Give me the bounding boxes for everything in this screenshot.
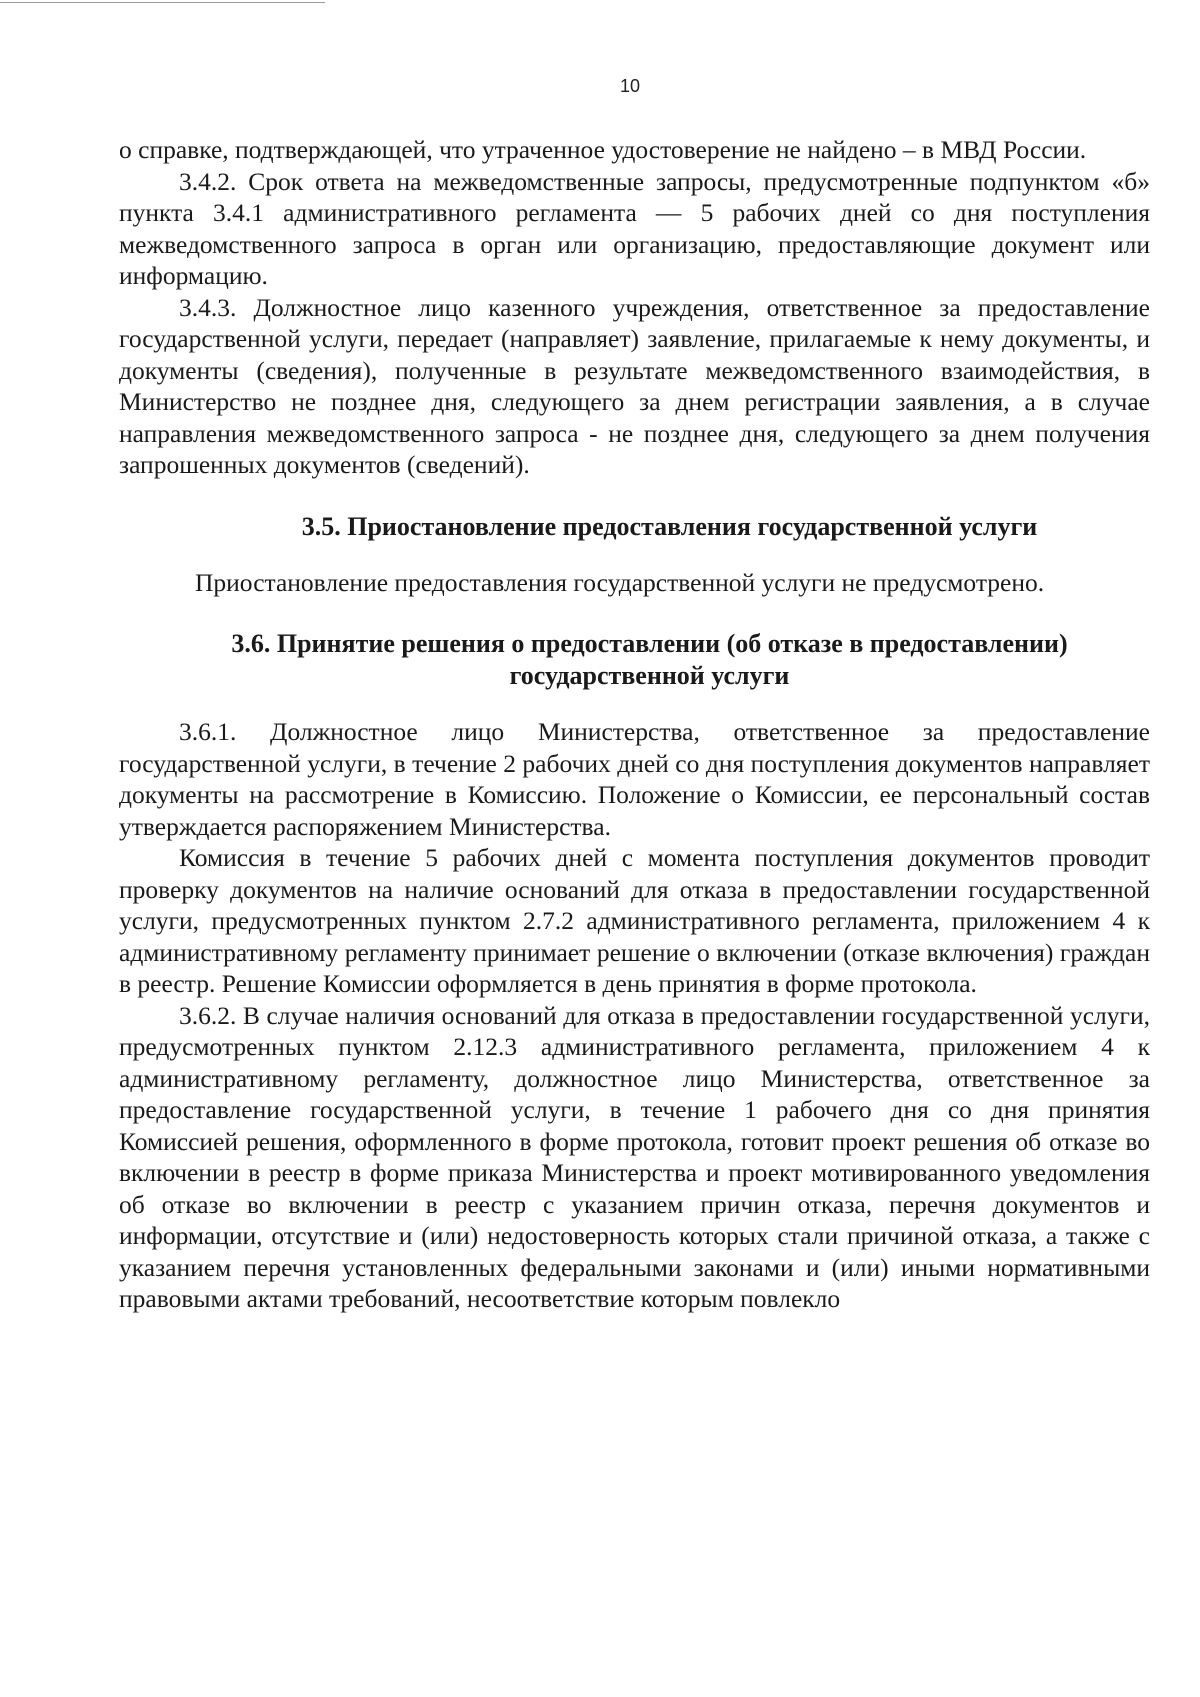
section-title-3-6-line2: государственной услуги xyxy=(509,661,790,690)
paragraph-3-4-3: 3.4.3. Должностное лицо казенного учреждения, ответственное за предоставление государственной услуги, передает (направляет) заявление, прилагаемые к нему документы, и документы (сведения), полученные в результате межведомственного взаимодействия, в Министерство не позднее дня, следующего за днем регистрации заявления, а в случае направления межведомственного запроса - не позднее дня, следующего за днем получения запрошенных документов (сведений). xyxy=(119,292,1150,479)
scan-top-rule xyxy=(0,2,325,3)
paragraph-3-6-2: 3.6.2. В случае наличия оснований для отказа в предоставлении государственной услуги, предусмотренных пунктом 2.12.3 административного регламента, приложением 4 к административному регламенту, должностное лицо Министерства, ответственное за предоставление государственной услуги, в течение 1 рабочего дня со дня принятия Комиссией решения, оформленного в форме протокола, готовит проект решения об отказе во включении в реестр в форме приказа Министерства и проект мотивированного уведомления об отказе во включении в реестр с указанием причин отказа, перечня документов и информации, отсутствие и (или) недостоверность которых стали причиной отказа, а также с указанием перечня установленных федеральными законами и (или) иными нормативными правовыми актами требований, несоответствие которым повлекло xyxy=(119,1000,1150,1313)
page-number: 10 xyxy=(619,76,641,96)
paragraph-suspension: Приостановление предоставления государственной услуги не предусмотрено. xyxy=(195,567,1045,597)
paragraph-3-6-1: 3.6.1. Должностное лицо Министерства, ответственное за предоставление государственной услуги, в течение 2 рабочих дней со дня поступления документов направляет документы на рассмотрение в Комиссию. Положение о Комиссии, ее персональный состав утверждается распоряжением Министерства. xyxy=(119,717,1150,841)
section-title-3-5: 3.5. Приостановление предоставления государственной услуги xyxy=(301,511,1038,541)
paragraph-commission: Комиссия в течение 5 рабочих дней с момента поступления документов проводит проверку документов на наличие оснований для отказа в предоставлении государственной услуги, предусмотренных пунктом 2.7.2 административного регламента, приложением 4 к административному регламенту принимает решение о включении (отказе включения) граждан в реестр. Решение Комиссии оформляется в день принятия в форме протокола. xyxy=(119,843,1150,998)
section-title-3-6-line1: 3.6. Принятие решения о предоставлении (об отказе в предоставлении) xyxy=(231,629,1068,658)
paragraph-3-4-2: 3.4.2. Срок ответа на межведомственные запросы, предусмотренные подпунктом «б» пункта 3.4.1 административного регламента — 5 рабочих дней со дня поступления межведомственного запроса в орган или организацию, предоставляющие документ или информацию. xyxy=(119,166,1150,290)
paragraph-continuation: о справке, подтверждающей, что утраченное удостоверение не найдено – в МВД России. xyxy=(119,135,1087,164)
section-title-3-6 xyxy=(119,628,1150,692)
document-body xyxy=(119,134,1150,1315)
